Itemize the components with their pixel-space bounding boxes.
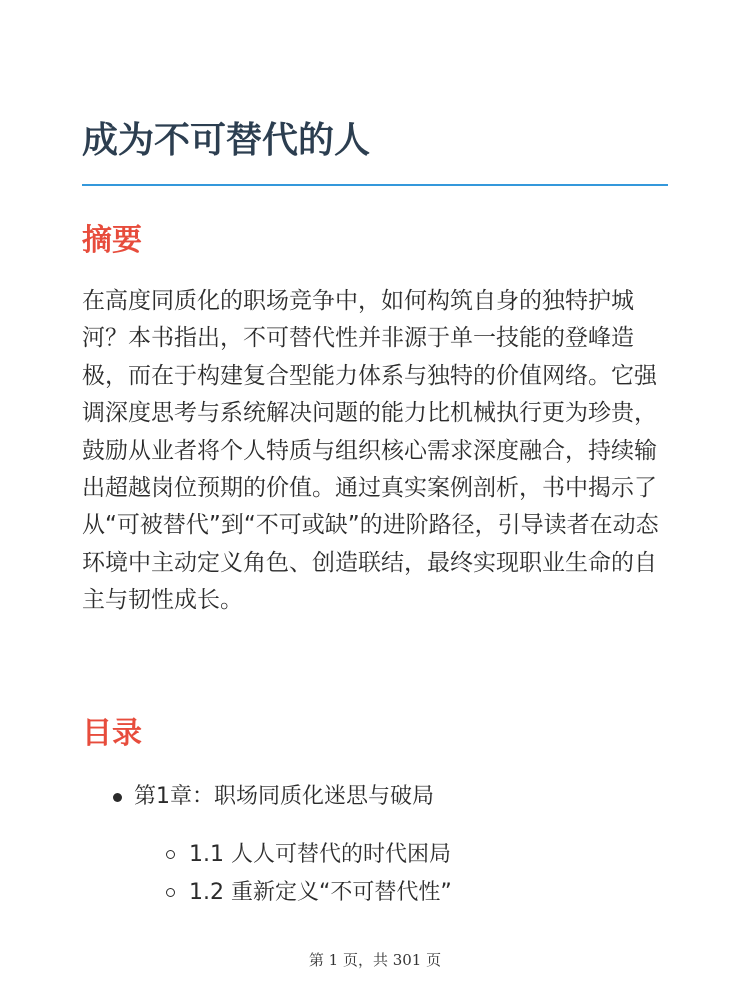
bullet-circle-icon — [166, 850, 175, 859]
toc-chapter-label: 第1章：职场同质化迷思与破局 — [134, 784, 434, 809]
document-title: 成为不可替代的人 — [82, 120, 371, 161]
toc-section-1-1[interactable] — [134, 836, 668, 874]
table-of-contents — [82, 778, 668, 912]
page-number-footer: 第 1 页，共 301 页 — [308, 951, 442, 969]
abstract-heading: 摘要 — [82, 223, 142, 258]
toc-sections — [134, 836, 668, 912]
toc-chapter-1[interactable] — [82, 778, 668, 912]
abstract-paragraph: 在高度同质化的职场竞争中，如何构筑自身的独特护城河？本书指出，不可替代性并非源于单一技能的登峰造极，而在于构建复合型能力体系与独特的价值网络。它强调深度思考与系统解决问题的能力比机械执行更为珍贵，鼓励从业者将个人特质与组织核心需求深度融合，持续输出超越岗位预期的价值。通过真实案例剖析，书中揭示了从“可被替代”到“不可或缺”的进阶路径，引导读者在动态环境中主动定义角色、创造联结，最终实现职业生命的自主与韧性成长。 — [82, 288, 659, 614]
toc-section-1-2[interactable] — [134, 874, 668, 912]
toc-section-label: 1.2 重新定义“不可替代性” — [189, 880, 452, 905]
toc-section-label: 1.1 人人可替代的时代困局 — [189, 842, 451, 867]
bullet-disc-icon — [113, 793, 122, 802]
title-divider — [82, 184, 668, 186]
bullet-circle-icon — [166, 888, 175, 897]
document-page — [82, 0, 668, 1000]
toc-heading: 目录 — [82, 716, 142, 751]
